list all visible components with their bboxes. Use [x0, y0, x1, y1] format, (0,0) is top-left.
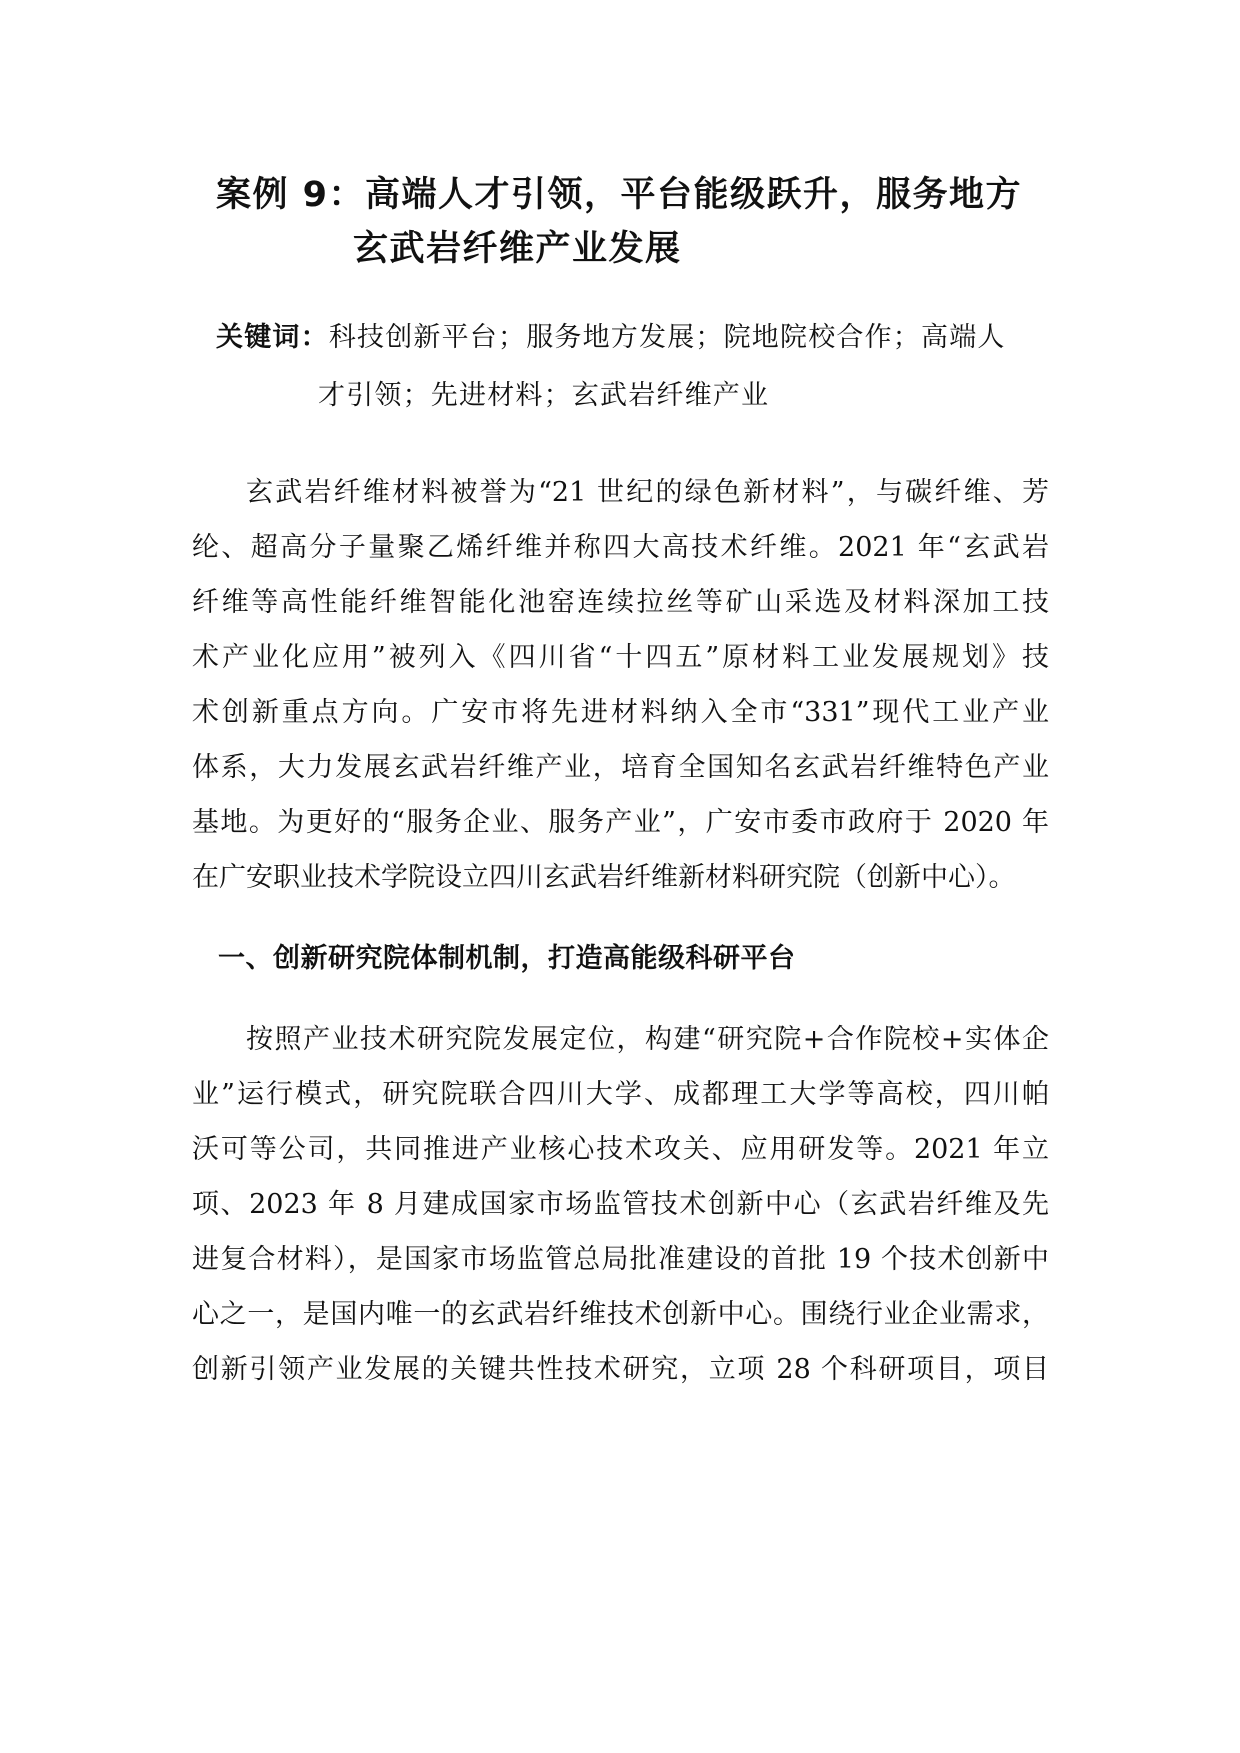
paragraph-line: 项、2023 年 8 月建成国家市场监管技术创新中心（玄武岩纤维及先	[192, 1189, 1049, 1220]
section-heading-1: 一、创新研究院体制机制，打造高能级科研平台	[218, 943, 796, 974]
document-title-line-1: 案例 9：高端人才引领，平台能级跃升，服务地方	[216, 175, 1023, 215]
paragraph-line: 在广安职业技术学院设立四川玄武岩纤维新材料研究院（创新中心）。	[192, 862, 1016, 893]
paragraph-line: 进复合材料），是国家市场监管总局批准建设的首批 19 个技术创新中	[192, 1244, 1049, 1275]
keywords-line-1	[216, 324, 1006, 351]
paragraph-line: 业”运行模式，研究院联合四川大学、成都理工大学等高校，四川帕	[192, 1079, 1049, 1110]
paragraph-line: 沃可等公司，共同推进产业核心技术攻关、应用研发等。2021 年立	[192, 1134, 1049, 1165]
keywords-label: 关键词：	[216, 322, 329, 353]
keywords-line-2: 才引领；先进材料；玄武岩纤维产业	[318, 380, 770, 411]
paragraph-line: 玄武岩纤维材料被誉为“21 世纪的绿色新材料”，与碳纤维、芳	[246, 477, 1049, 508]
paragraph-line: 基地。为更好的“服务企业、服务产业”，广安市委市政府于 2020 年	[192, 807, 1049, 838]
paragraph-line: 创新引领产业发展的关键共性技术研究，立项 28 个科研项目，项目	[192, 1354, 1049, 1385]
paragraph-line: 体系，大力发展玄武岩纤维产业，培育全国知名玄武岩纤维特色产业	[192, 752, 1049, 783]
paragraph-line: 术产业化应用”被列入《四川省“十四五”原材料工业发展规划》技	[192, 642, 1049, 673]
paragraph-line: 纤维等高性能纤维智能化池窑连续拉丝等矿山采选及材料深加工技	[192, 587, 1049, 618]
paragraph-line: 术创新重点方向。广安市将先进材料纳入全市“331”现代工业产业	[192, 697, 1049, 728]
keywords-text-1: 科技创新平台；服务地方发展；院地院校合作；高端人	[328, 322, 1006, 353]
paragraph-line: 心之一，是国内唯一的玄武岩纤维技术创新中心。围绕行业企业需求，	[192, 1299, 1049, 1330]
document-title-line-2: 玄武岩纤维产业发展	[353, 229, 682, 269]
paragraph-line: 纶、超高分子量聚乙烯纤维并称四大高技术纤维。2021 年“玄武岩	[192, 532, 1049, 563]
paragraph-line: 按照产业技术研究院发展定位，构建“研究院+合作院校+实体企	[246, 1024, 1049, 1055]
